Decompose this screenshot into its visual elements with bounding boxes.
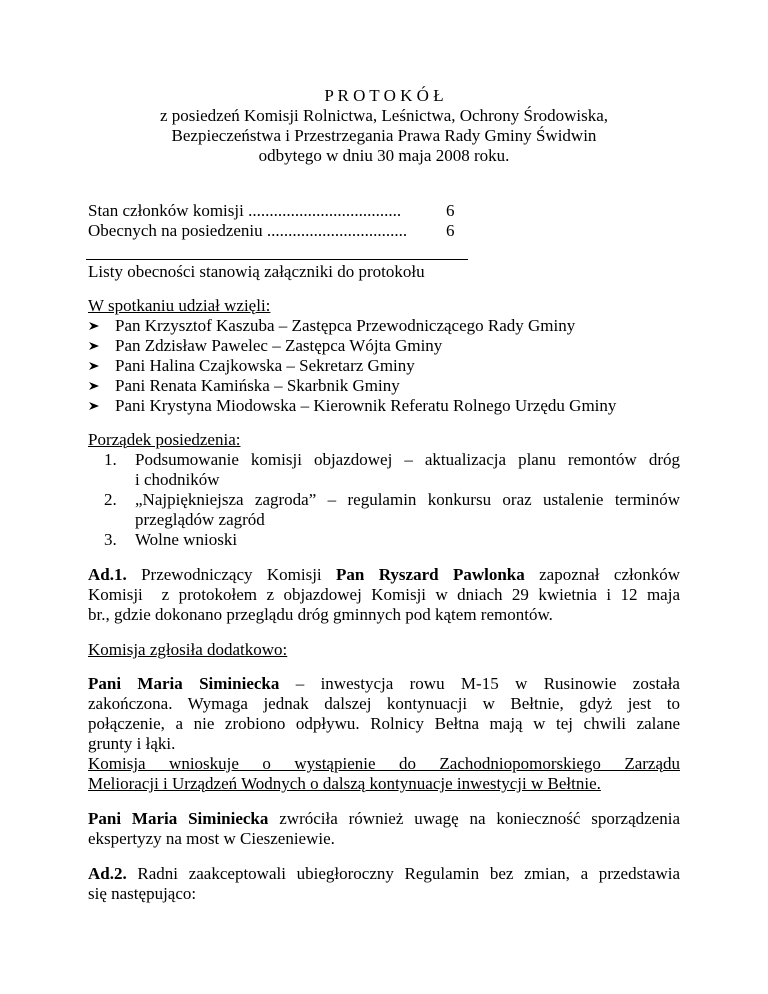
commission-request-line-1: Komisja wnioskuje o wystąpienie do Zachodniopomorskiego Zarządu — [88, 754, 680, 773]
participant-item: Pani Halina Czajkowska – Sekretarz Gminy — [88, 356, 105, 436]
commission-p1-line-1: Pani Maria Siminiecka – inwestycja rowu M-15 w Rusinowie została — [88, 674, 680, 693]
ad1-paragraph-line-2: Komisji z protokołem z objazdowej Komisji w dniach 29 kwietnia i 12 maja — [88, 585, 680, 604]
participant-item: Pan Zdzisław Pawelec – Zastępca Wójta Gminy — [88, 336, 105, 416]
ad2-paragraph-line-1: Ad.2. Radni zaakceptowali ubiegłoroczny Regulamin bez zmian, a przedstawia — [88, 864, 680, 883]
agenda-item-continuation: i chodników — [135, 470, 220, 489]
agenda-item-continuation: przeglądów zagród — [135, 510, 265, 529]
agenda-item: 1. Podsumowanie komisji objazdowej – aktualizacja planu remontów dróg — [104, 450, 680, 469]
commission-p1-line-3: połączenie, a nie zrobiono odpływu. Rolnicy Bełtna mają w tej chwili zalane — [88, 714, 680, 733]
ad2-label: Ad.2. — [88, 864, 127, 883]
header-line-1: z posiedzeń Komisji Rolnictwa, Leśnictwa, Ochrony Środowiska, — [159, 106, 609, 125]
ad1-paragraph-line-3: br., gdzie dokonano przeglądu dróg gminnych pod kątem remontów. — [88, 605, 553, 624]
members-count-label: Stan członków komisji .................................... — [88, 201, 402, 220]
participant-item: Pani Krystyna Miodowska – Kierownik Referatu Rolnego Urzędu Gminy — [88, 396, 105, 476]
attendance-note: Listy obecności stanowią załączniki do protokołu — [88, 262, 425, 281]
commission-p1-line-4: grunty i łąki. — [88, 734, 176, 753]
commission-p1-line-2: zakończona. Wymaga jednak dalszej kontynuacji w Bełtnie, gdyż jest to — [88, 694, 680, 713]
ad1-person: Pan Ryszard Pawlonka — [336, 565, 525, 584]
commission-p1-person: Pani Maria Siminiecka — [88, 674, 280, 693]
participant-item: Pan Krzysztof Kaszuba – Zastępca Przewodniczącego Rady Gminy — [88, 316, 105, 396]
header-line-2: Bezpieczeństwa i Przestrzegania Prawa Rady Gminy Świdwin — [171, 126, 597, 145]
present-count-value: 6 — [446, 221, 455, 240]
commission-p2-line-1: Pani Maria Siminiecka zwróciła również uwagę na konieczność sporządzenia — [88, 809, 680, 828]
commission-p2-line-2: ekspertyzy na most w Cieszeniewie. — [88, 829, 335, 848]
present-count-label: Obecnych na posiedzeniu ................................. — [88, 221, 408, 240]
agenda-item: 3. Wolne wnioski — [104, 530, 238, 549]
document-title: P R O T O K Ó Ł — [324, 86, 444, 105]
ad1-label: Ad.1. — [88, 565, 127, 584]
agenda-heading: Porządek posiedzenia: — [88, 430, 241, 449]
arrow-bullet-icon — [88, 396, 100, 421]
commission-heading: Komisja zgłosiła dodatkowo: — [88, 640, 288, 659]
participants-heading: W spotkaniu udział wzięli: — [88, 296, 271, 315]
present-count-row — [88, 221, 465, 301]
members-count-value: 6 — [446, 201, 455, 220]
agenda-item: 2. „Najpiękniejsza zagroda” – regulamin konkursu oraz ustalenie terminów — [104, 490, 680, 509]
summary-underline — [86, 259, 468, 260]
commission-request-line-2: Melioracji i Urządzeń Wodnych o dalszą kontynuacje inwestycji w Bełtnie. — [88, 774, 601, 793]
header-line-3: odbytego w dniu 30 maja 2008 roku. — [258, 146, 510, 165]
ad2-paragraph-line-2: się następująco: — [88, 884, 197, 903]
commission-p2-person: Pani Maria Siminiecka — [88, 809, 269, 828]
ad1-paragraph-line-1: Ad.1. Przewodniczący Komisji Pan Ryszard Pawlonka zapoznał członków — [88, 565, 680, 584]
participant-item: Pani Renata Kamińska – Skarbnik Gminy — [88, 376, 105, 456]
